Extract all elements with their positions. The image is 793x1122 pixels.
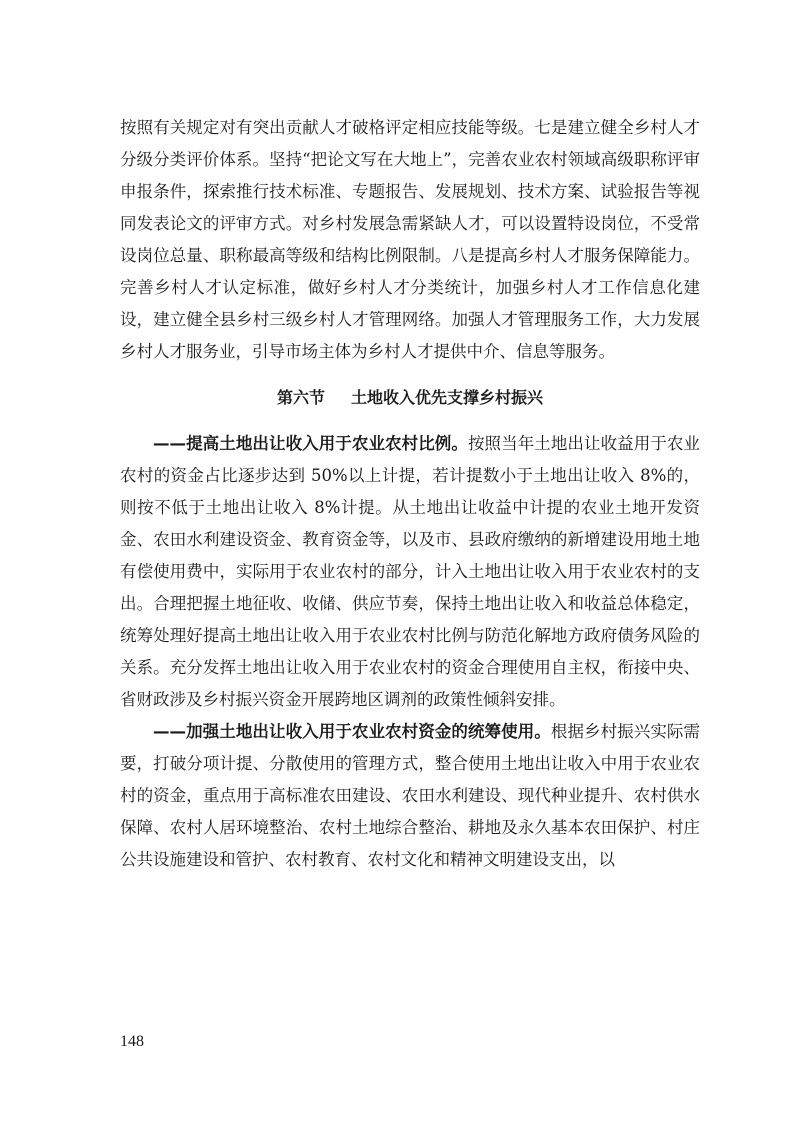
paragraph-lead: ——提高土地出让收入用于农业农村比例。 [153,434,468,453]
body-paragraph [120,428,700,716]
paragraph-body: 根据乡村振兴实际需要，打破分项计提、分散使用的管理方式，整合使用土地出让收入中用于农业农村的资金，重点用于高标准农田建设、农田水利建设、现代种业提升、农村供水保障、农村人居环境整治、农村土地综合整治、耕地及永久基本农田保护、村庄公共设施建设和管护、农村教育、农村文化和精神文明建设支出，以 [120,722,701,869]
section-number: 第六节 [276,388,325,407]
body-paragraph: 按照有关规定对有突出贡献人才破格评定相应技能等级。七是建立健全乡村人才分级分类评价体系。坚持“把论文写在大地上”，完善农业农村领域高级职称评审申报条件，探索推行技术标准、专题报告、发展规划、技术方案、试验报告等视同发表论文的评审方式。对乡村发展急需紧缺人才，可以设置特设岗位，不受常设岗位总量、职称最高等级和结构比例限制。八是提高乡村人才服务保障能力。完善乡村人才认定标准，做好乡村人才分类统计，加强乡村人才工作信息化建设，建立健全县乡村三级乡村人才管理网络。加强人才管理服务工作，大力发展乡村人才服务业，引导市场主体为乡村人才提供中介、信息等服务。 [120,118,700,361]
body-paragraph [120,716,700,876]
section-heading [120,382,700,414]
paragraph-lead: ——加强土地出让收入用于农业农村资金的统筹使用。 [153,722,551,741]
section-title: 土地收入优先支撑乡村振兴 [351,388,544,407]
page-number: 148 [120,1033,144,1050]
page-content [120,112,700,876]
paragraph-body: 按照当年土地出让收益用于农业农村的资金占比逐步达到 50%以上计提，若计提数小于土地出让收入 8%的，则按不低于土地出让收入 8%计提。从土地出让收益中计提的农业土地开发资金、农田水利建设资金、教育资金等，以及市、县政府缴纳的新增建设用地土地有偿使用费中，实际用于农业农村的部分，计入土地出让收入用于农业农村的支出。合理把握土地征收、收储、供应节奏，保持土地出让收入和收益总体稳定，统筹处理好提高土地出让收入用于农业农村比例与防范化解地方政府债务风险的关系。充分发挥土地出让收入用于农业农村的资金合理使用自主权，衔接中央、省财政涉及乡村振兴资金开展跨地区调剂的政策性倾斜安排。 [120,434,701,709]
